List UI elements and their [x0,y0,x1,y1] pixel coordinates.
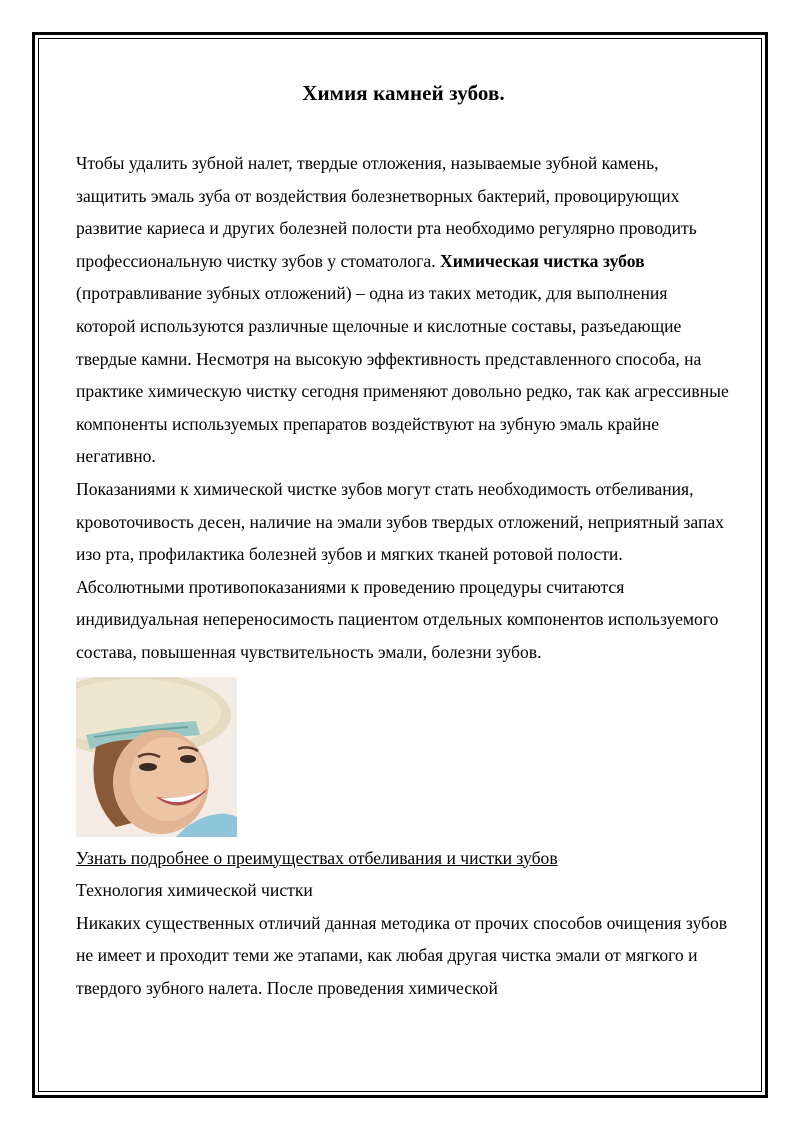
more-info-paragraph [76,842,731,875]
indications-paragraph: Показаниями к химической чистке зубов могут стать необходимость отбеливания, кровоточивость десен, наличие на эмали зубов твердых отложений, неприятный запах изо рта, профилактика болезней зубов и мягких тканей ротовой полости. Абсолютными противопоказаниями к проведению процедуры считаются индивидуальная непереносимость пациентом отдельных компонентов используемого состава, повышенная чувствительность эмали, болезни зубов. [76,478,724,662]
document-title: Химия камней зубов. [302,81,505,105]
more-info-link[interactable]: Узнать подробнее о преимуществах отбеливания и чистки зубов [76,847,558,868]
intro-bold-term: Химическая чистка зубов [440,250,645,271]
technology-paragraph: Никаких существенных отличий данная методика от прочих способов очищения зубов не имеет и проходит теми же этапами, как любая другая чистка эмали от мягкого и твердого зубного налета. После проведения химической [76,912,728,998]
section-heading: Технология химической чистки [76,880,313,901]
smiling-woman-photo [76,677,237,837]
document-page [76,60,731,1004]
intro-text-part1: Чтобы удалить зубной налет, твердые отложения, называемые зубной камень, защитить эмаль зуба от воздействия болезнетворных бактерий, провоцирующих развитие кариеса и других болезней полости рта необходимо регулярно проводить профессиональную чистку зубов у стоматолога. [76,153,697,271]
intro-text-part2: (протравливание зубных отложений) – одна из таких методик, для выполнения которой используются различные щелочные и кислотные составы, разъедающие твердые камни. Несмотря на высокую эффективность представленного способа, на практике химическую чистку сегодня применяют довольно редко, так как агрессивные компоненты используемых препаратов воздействуют на зубную эмаль крайне негативно. [76,283,729,467]
intro-paragraph [76,147,731,473]
